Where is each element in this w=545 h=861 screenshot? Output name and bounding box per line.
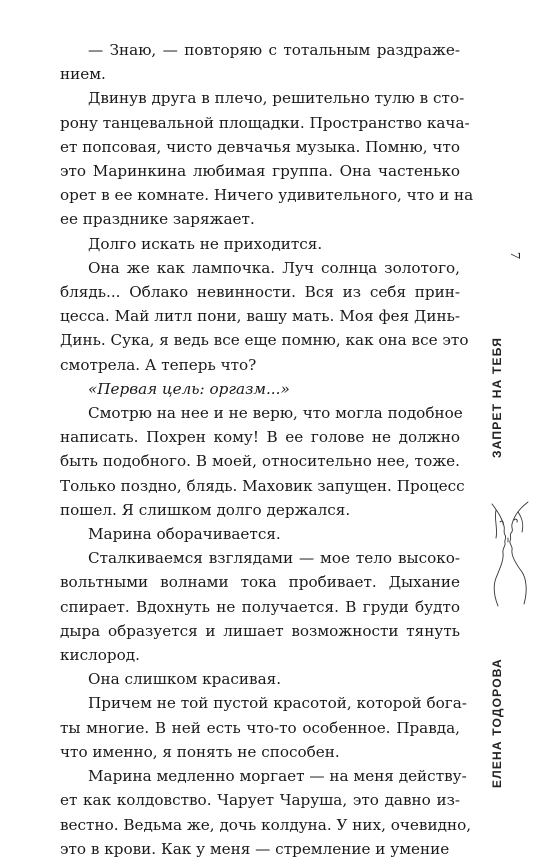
text-line: рону танцевальной площадки. Пространство кача- <box>60 113 470 132</box>
paragraph <box>60 86 474 231</box>
text-line: спирает. Вдохнуть не получается. В груди будто <box>60 597 460 616</box>
text-line: Только поздно, блядь. Маховик запущен. Процесс <box>60 476 465 495</box>
text-line: Смотрю на нее и не верю, что могла подобное <box>88 404 463 423</box>
text-line: Она слишком красивая. <box>88 670 282 689</box>
paragraph <box>60 232 460 256</box>
text-line: пошел. Я слишком долго держался. <box>60 500 351 519</box>
text-line: Марина оборачивается. <box>88 525 281 544</box>
text-line: смотрела. А теперь что? <box>60 355 257 374</box>
running-title: ЗАПРЕТ НА ТЕБЯ <box>490 336 504 458</box>
text-line: это в крови. Как у меня — стремление и умение <box>60 839 450 858</box>
text-line: блядь... Облако невинности. Вся из себя прин- <box>60 283 460 302</box>
kissing-faces-sketch-icon <box>478 498 538 608</box>
page-sidebar <box>478 0 545 805</box>
paragraph <box>60 401 465 522</box>
text-line: Долго искать не приходится. <box>88 234 323 253</box>
paragraph <box>60 667 460 691</box>
author-name: ЕЛЕНА ТОДОРОВА <box>490 658 504 788</box>
text-line: Динь. Сука, я ведь все еще помню, как она все это <box>60 331 469 350</box>
text-line: Марина медленно моргает — на меня действу- <box>88 767 467 786</box>
text-line: Она же как лампочка. Луч солнца золотого, <box>88 258 460 277</box>
text-line: написать. Похрен кому! В ее голове не должно <box>60 428 460 447</box>
text-line: «Первая цель: оргазм...» <box>88 379 290 398</box>
text-line: вестно. Ведьма же, дочь колдуна. У них, очевидно, <box>60 815 472 834</box>
text-line: Сталкиваемся взглядами — мое тело высоко- <box>88 549 460 568</box>
text-line: ет попсовая, чисто девчачья музыка. Помню, что <box>60 137 460 156</box>
text-line: орет в ее комнате. Ничего удивительного, что и на <box>60 186 474 205</box>
text-line: цесса. Май литл пони, вашу мать. Моя фея Динь- <box>60 307 460 326</box>
text-line: ет как колдовство. Чарует Чаруша, это давно из- <box>60 791 460 810</box>
paragraph <box>60 546 460 667</box>
paragraph <box>60 377 460 401</box>
text-line: быть подобного. В моей, относительно нее, тоже. <box>60 452 460 471</box>
text-line: Причем не той пустой красотой, которой бога- <box>88 694 467 713</box>
text-line: это Маринкина любимая группа. Она частенько <box>60 162 460 181</box>
body-text <box>60 38 474 861</box>
text-line: дыра образуется и лишает возможности тянуть <box>60 621 460 640</box>
paragraph <box>60 38 460 86</box>
text-line: ты многие. В ней есть что-то особенное. Правда, <box>60 718 460 737</box>
text-line: Двинув друга в плечо, решительно тулю в сто- <box>88 89 465 108</box>
paragraph <box>60 764 472 861</box>
paragraph <box>60 522 460 546</box>
paragraph <box>60 256 469 377</box>
page-number: 7 <box>507 252 522 259</box>
text-line: ее празднике заряжает. <box>60 210 255 229</box>
text-line: вольтными волнами тока пробивает. Дыхание <box>60 573 460 592</box>
text-line: что именно, я понять не способен. <box>60 742 340 761</box>
paragraph <box>60 691 467 764</box>
text-line: нием. <box>60 65 106 84</box>
text-line: кислород. <box>60 646 140 665</box>
text-line: — Знаю, — повторяю с тотальным раздраже- <box>88 41 460 59</box>
